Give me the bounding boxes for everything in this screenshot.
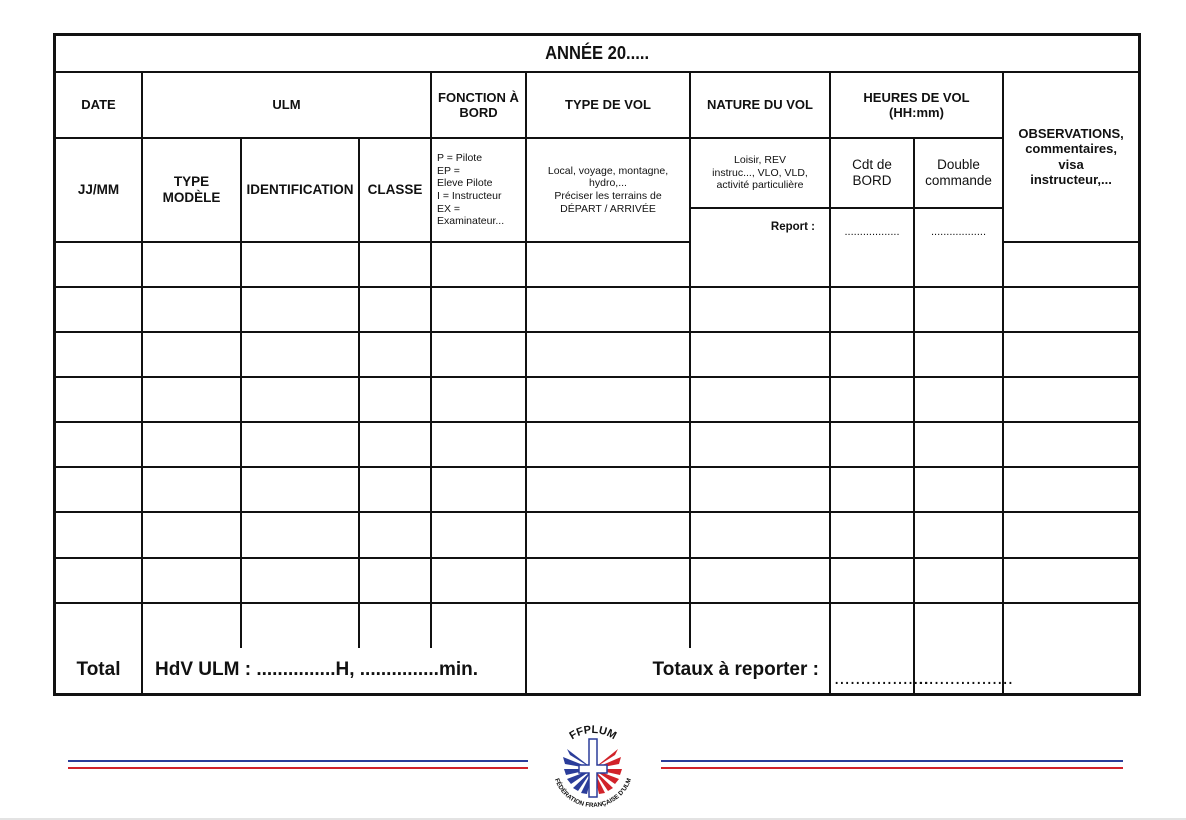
entry-cell[interactable] [142, 422, 241, 467]
entry-cell[interactable] [526, 332, 690, 377]
fonction-legend: P = Pilote EP = Eleve Pilote I = Instructeur EX = Examinateur... [431, 138, 526, 241]
subheader-classe: CLASSE [359, 138, 431, 241]
entry-cell[interactable] [830, 558, 914, 603]
header-heures-vol: HEURES DE VOL (HH:mm) [830, 72, 1003, 138]
entry-cell[interactable] [241, 467, 359, 512]
header-ulm: ULM [142, 72, 431, 138]
entry-cell[interactable] [56, 603, 142, 648]
entry-cell[interactable] [431, 603, 526, 648]
entry-cell[interactable] [56, 422, 142, 467]
entry-cell[interactable] [1003, 467, 1138, 512]
entry-cell[interactable] [526, 558, 690, 603]
logbook-sheet [53, 33, 1141, 696]
ffplum-logo [543, 717, 643, 817]
entry-cell[interactable] [431, 422, 526, 467]
header-fonction: FONCTION À BORD [431, 72, 526, 138]
entry-cell[interactable] [690, 377, 830, 422]
report-double-field[interactable]: .................. [914, 208, 1003, 242]
header-type-vol: TYPE DE VOL [526, 72, 690, 138]
entry-cell[interactable] [56, 558, 142, 603]
entry-cell[interactable] [526, 422, 690, 467]
entry-cell[interactable] [1003, 242, 1138, 287]
entry-cell[interactable] [914, 287, 1003, 332]
entry-cell[interactable] [142, 512, 241, 557]
entry-cell[interactable] [690, 332, 830, 377]
entry-cell[interactable] [1003, 332, 1138, 377]
entry-cell[interactable] [241, 287, 359, 332]
entry-cell[interactable] [914, 558, 1003, 603]
entry-cell[interactable] [359, 332, 431, 377]
entry-cell[interactable] [1003, 603, 1138, 648]
header-nature-vol: NATURE DU VOL [690, 72, 830, 138]
entry-cell[interactable] [830, 377, 914, 422]
entry-cell[interactable] [690, 467, 830, 512]
entry-cell[interactable] [359, 603, 431, 648]
table-row [56, 603, 1138, 648]
entry-cell[interactable] [142, 467, 241, 512]
footer-tricolor-line-right [661, 760, 1123, 770]
entry-cell[interactable] [241, 242, 359, 287]
entry-cell[interactable] [1003, 377, 1138, 422]
entry-cell[interactable] [1003, 422, 1138, 467]
entry-cell[interactable] [359, 242, 431, 287]
entry-cell[interactable] [914, 467, 1003, 512]
table-row [56, 377, 1138, 422]
entry-cell[interactable] [142, 558, 241, 603]
entry-cell[interactable] [431, 558, 526, 603]
table-row [56, 467, 1138, 512]
entry-cell[interactable] [914, 603, 1003, 648]
entry-cell[interactable] [830, 242, 914, 287]
table-row [56, 287, 1138, 332]
entry-cell[interactable] [914, 377, 1003, 422]
entry-cell[interactable] [241, 603, 359, 648]
total-double-field[interactable]: .................. [914, 648, 1003, 693]
hdv-ulm-total[interactable]: HdV ULM : ...............H, ...............min. [142, 648, 526, 693]
subheader-type-modele: TYPE MODÈLE [142, 138, 241, 241]
table-row [56, 242, 1138, 287]
entry-cell[interactable] [526, 603, 690, 648]
logo-cross [579, 739, 607, 797]
entry-cell[interactable] [830, 603, 914, 648]
total-cdt-field[interactable]: .................. [830, 648, 914, 693]
entry-cell[interactable] [830, 467, 914, 512]
entry-cell[interactable] [241, 558, 359, 603]
table-row [56, 512, 1138, 557]
entry-cell[interactable] [1003, 512, 1138, 557]
report-label: Report : [690, 208, 830, 242]
entry-cell[interactable] [359, 377, 431, 422]
entry-cell[interactable] [526, 287, 690, 332]
entry-cell[interactable] [431, 377, 526, 422]
entry-cell[interactable] [914, 512, 1003, 557]
entry-cell[interactable] [241, 512, 359, 557]
entry-cell[interactable] [359, 287, 431, 332]
entry-cell[interactable] [1003, 287, 1138, 332]
entry-cell[interactable] [830, 287, 914, 332]
subheader-identification: IDENTIFICATION [241, 138, 359, 241]
entry-cell[interactable] [690, 422, 830, 467]
totaux-a-reporter-label: Totaux à reporter : [526, 648, 830, 693]
subheader-cdt-bord: Cdt de BORD [830, 138, 914, 207]
entry-cell[interactable] [142, 603, 241, 648]
entry-cell[interactable] [56, 242, 142, 287]
entry-cell[interactable] [830, 512, 914, 557]
header-observations: OBSERVATIONS, commentaires, visa instructeur,... [1003, 72, 1138, 242]
entry-cell[interactable] [914, 422, 1003, 467]
entry-cell[interactable] [56, 467, 142, 512]
entry-cell[interactable] [56, 287, 142, 332]
entry-cell[interactable] [359, 558, 431, 603]
page-title: ANNÉE 20..... [99, 36, 1095, 72]
entry-rows [56, 242, 1138, 648]
entry-cell[interactable] [241, 377, 359, 422]
entry-cell[interactable] [56, 512, 142, 557]
entry-cell[interactable] [431, 512, 526, 557]
entry-cell[interactable] [142, 377, 241, 422]
entry-cell[interactable] [690, 512, 830, 557]
entry-cell[interactable] [690, 603, 830, 648]
entry-cell[interactable] [56, 377, 142, 422]
entry-cell[interactable] [830, 332, 914, 377]
entry-cell[interactable] [526, 242, 690, 287]
entry-cell[interactable] [526, 512, 690, 557]
table-row [56, 422, 1138, 467]
logbook-table [56, 36, 1138, 693]
entry-cell[interactable] [690, 558, 830, 603]
entry-cell[interactable] [830, 422, 914, 467]
total-observations-cell[interactable] [1003, 648, 1138, 693]
entry-cell[interactable] [56, 332, 142, 377]
entry-cell[interactable] [526, 467, 690, 512]
entry-cell[interactable] [431, 332, 526, 377]
entry-cell[interactable] [142, 332, 241, 377]
entry-cell[interactable] [359, 422, 431, 467]
header-date: DATE [56, 72, 142, 138]
entry-cell[interactable] [241, 422, 359, 467]
entry-cell[interactable] [690, 242, 830, 287]
table-row [56, 332, 1138, 377]
table-row [56, 558, 1138, 603]
entry-cell[interactable] [142, 287, 241, 332]
entry-cell[interactable] [431, 242, 526, 287]
subheader-jjmm: JJ/MM [56, 138, 142, 241]
total-label: Total [56, 648, 142, 693]
nature-vol-description: Loisir, REV instruc..., VLO, VLD, activité particulière [690, 138, 830, 207]
logo-text-top: FFPLUM [567, 723, 619, 743]
subheader-double-commande: Double commande [914, 138, 1003, 207]
footer-tricolor-line-left [68, 760, 528, 770]
entry-cell[interactable] [690, 287, 830, 332]
entry-cell[interactable] [241, 332, 359, 377]
type-vol-description: Local, voyage, montagne, hydro,... Préciser les terrains de DÉPART / ARRIVÉE [526, 138, 690, 241]
entry-cell[interactable] [431, 287, 526, 332]
report-cdt-field[interactable]: .................. [830, 208, 914, 242]
entry-cell[interactable] [142, 242, 241, 287]
entry-cell[interactable] [914, 332, 1003, 377]
logo-text-bottom: FÉDÉRATION FRANÇAISE D'ULM [552, 777, 634, 810]
entry-cell[interactable] [1003, 558, 1138, 603]
entry-cell[interactable] [431, 467, 526, 512]
entry-cell[interactable] [359, 467, 431, 512]
entry-cell[interactable] [914, 242, 1003, 287]
entry-cell[interactable] [526, 377, 690, 422]
entry-cell[interactable] [359, 512, 431, 557]
